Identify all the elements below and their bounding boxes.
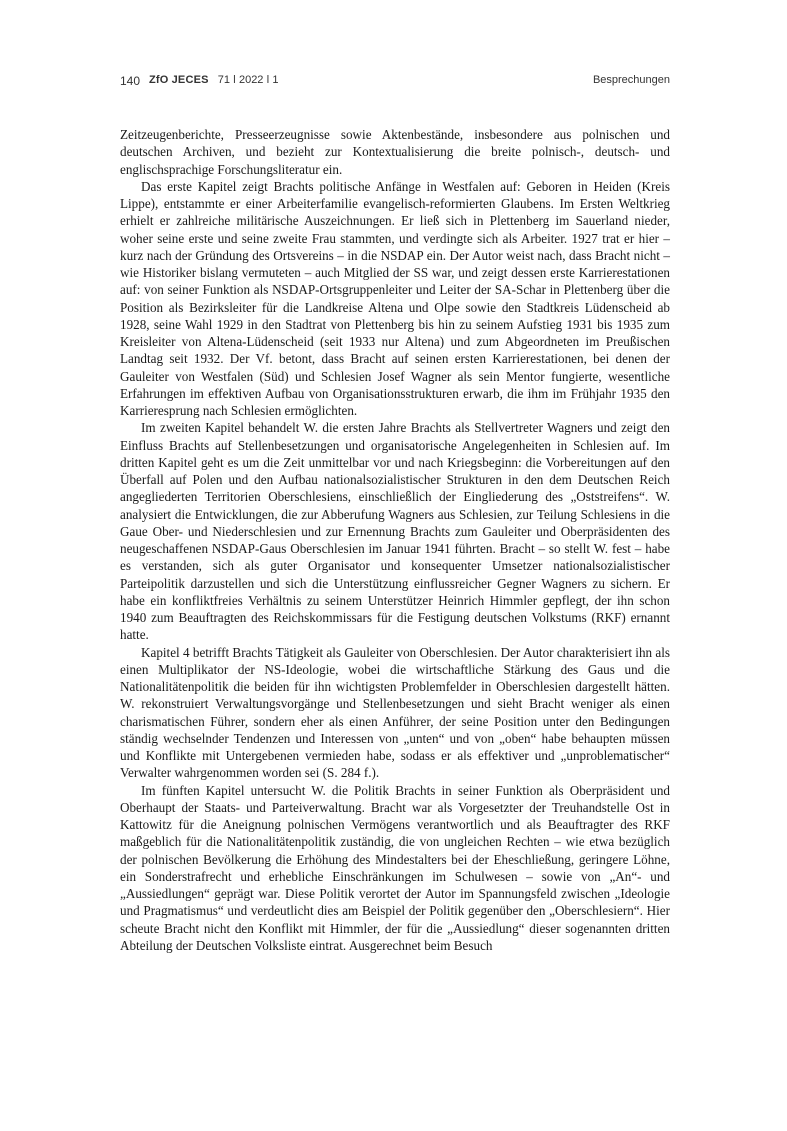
paragraph-chapters-2-3: Im zweiten Kapitel behandelt W. die ersten Jahre Brachts als Stellvertreter Wagners und zeigt den Einfluss Brachts auf Stellenbesetzungen und organisatorische Angelegenheiten in Schlesien auf. Im dritten Kapitel geht es um die Zeit unmittelbar vor und nach Kriegsbeginn: die Vorbereitungen auf den Überfall auf Polen und den Aufbau nationalsozialistischer Strukturen in den dem Deutschen Reich angegliederten Territorien Oberschlesiens, einschließlich der Eingliederung des „Oststreifens“. W. analysiert die Entwicklungen, die zur Abberufung Wagners aus Schlesien, zur Teilung Schlesiens in die Gaue Ober- und Niederschlesien und zur Ernennung Brachts zum Gauleiter und Oberpräsidenten des neugeschaffenen NSDAP-Gaus Oberschlesien im Januar 1941 führten. Bracht – so stellt W. fest – habe es verstanden, sich als guter Organisator und konsequenter Umsetzer nationalsozialistischer Parteipolitik darzustellen und sich die Unterstützung einflussreicher Gegner Wagners zu sichern. Er habe ein konfliktfreies Verhältnis zu seinem Unterstützer Heinrich Himmler gepflegt, der ihn schon 1940 zum Beauftragten des Reichskommissars für die Festigung deutschen Volkstums (RKF) ernannt hatte. [120, 420, 670, 643]
running-header [120, 74, 670, 90]
section-title: Besprechungen [592, 74, 670, 86]
paragraph-chapter-4: Kapitel 4 betrifft Brachts Tätigkeit als Gauleiter von Oberschlesien. Der Autor charakterisiert ihn als einen Multiplikator der NS-Ideologie, wobei die wirtschaftliche Stärkung des Gaus und die Nationalitätenpolitik die beiden für ihn wichtigsten Problemfelder in Oberschlesien dargestellt hätten. W. rekonstruiert Verwaltungsvorgänge und Stellenbesetzungen und sieht Bracht weniger als einen charismatischen Führer, sondern eher als einen Anführer, der seine Position unter den Bedingungen ständig wechselnder Tendenzen und Interessen von „unten“ und von „oben“ habe behaupten müssen und Konflikte mit Untergebenen vermieden habe, sodass er als effektiver und „unproblematischer“ Verwalter wahrgenommen worden sei (S. 284 f.). [120, 644, 670, 781]
paragraph-chapter-5: Im fünften Kapitel untersucht W. die Politik Brachts in seiner Funktion als Oberpräsident und Oberhaupt der Staats- und Parteiverwaltung. Bracht war als Vorgesetzter der Treuhandstelle Ost in Kattowitz für die Aneignung polnischen Vermögens verantwortlich und als Beauftragter des RKF maßgeblich für die Nationalitätenpolitik zuständig, die von ungleichen Rechten – wie etwa bezüglich der polnischen Bevölkerung die Erhöhung des Mindestalters bei der Eheschließung, geringere Löhne, ein Sonderstrafrecht und erhebliche Einschränkungen im Schulwesen – sowie von „An“- und „Aussiedlungen“ geprägt war. Diese Politik verortet der Autor im Spannungsfeld zwischen „Ideologie und Pragmatismus“ und verdeutlicht dies am Beispiel der Politik gegenüber den „Oberschlesiern“. Hier scheute Bracht nicht den Konflikt mit Himmler, der für die „Aussiedlung“ dieser sogenannten dritten Abteilung der Deutschen Volksliste eintrat. Ausgerechnet beim Besuch [120, 782, 670, 953]
volume-issue: 71 ǀ 2022 ǀ 1 [217, 74, 279, 86]
page-number: 140 [120, 74, 141, 88]
journal-abbrev: JECES [171, 74, 209, 86]
journal-name: ZfO [149, 74, 169, 86]
paragraph-continuation: Zeitzeugenberichte, Presseerzeugnisse sowie Aktenbestände, insbesondere aus polnischen und deutschen Archiven, und bezieht zur Kontextualisierung die breite polnisch-, deutsch- und englischsprachige Forschungsliteratur ein. [120, 127, 670, 177]
review-body-text [120, 126, 670, 954]
paragraph-chapter-1: Das erste Kapitel zeigt Brachts politische Anfänge in Westfalen auf: Geboren in Heiden (Kreis Lippe), entstammte er einer Arbeiterfamilie evangelisch-reformierten Glaubens. Im Ersten Weltkrieg erhielt er zahlreiche militärische Auszeichnungen. Er ließ sich in Plettenberg im Sauerland nieder, woher seine erste und seine zweite Frau stammten, und verdingte sich als Arbeiter. 1927 trat er hier – kurz nach der Gründung des Ortsvereins – in die NSDAP ein. Der Autor weist nach, dass Bracht nicht – wie Historiker bislang vermuteten – auch Mitglied der SS war, und zeigt dessen erste Karrierestationen auf: von seiner Funktion als NSDAP-Ortsgruppenleiter und Leiter der SA-Schar in Plettenberg über die Position als Bezirksleiter für die Landkreise Altena und Olpe sowie den Stadtkreis Lüdenscheid ab 1928, seine Wahl 1929 in den Stadtrat von Plettenberg bis hin zu seinem Aufstieg 1931 bis 1935 zum Kreisleiter von Altena-Lüdenscheid (seit 1933 nur Altena) und zum Abgeordneten im Preußischen Landtag seit 1932. Der Vf. betont, dass Bracht auf seinen ersten Karrierestationen, bei denen der Gauleiter von Westfalen (Süd) und Schlesien Josef Wagner als sein Mentor fungierte, wesentliche Erfahrungen im effektiven Aufbau von Organisationsstrukturen erwarb, die ihm im Frühjahr 1935 den Karrieresprung nach Schlesien ermöglichten. [120, 178, 670, 418]
journal-citation [149, 74, 279, 86]
